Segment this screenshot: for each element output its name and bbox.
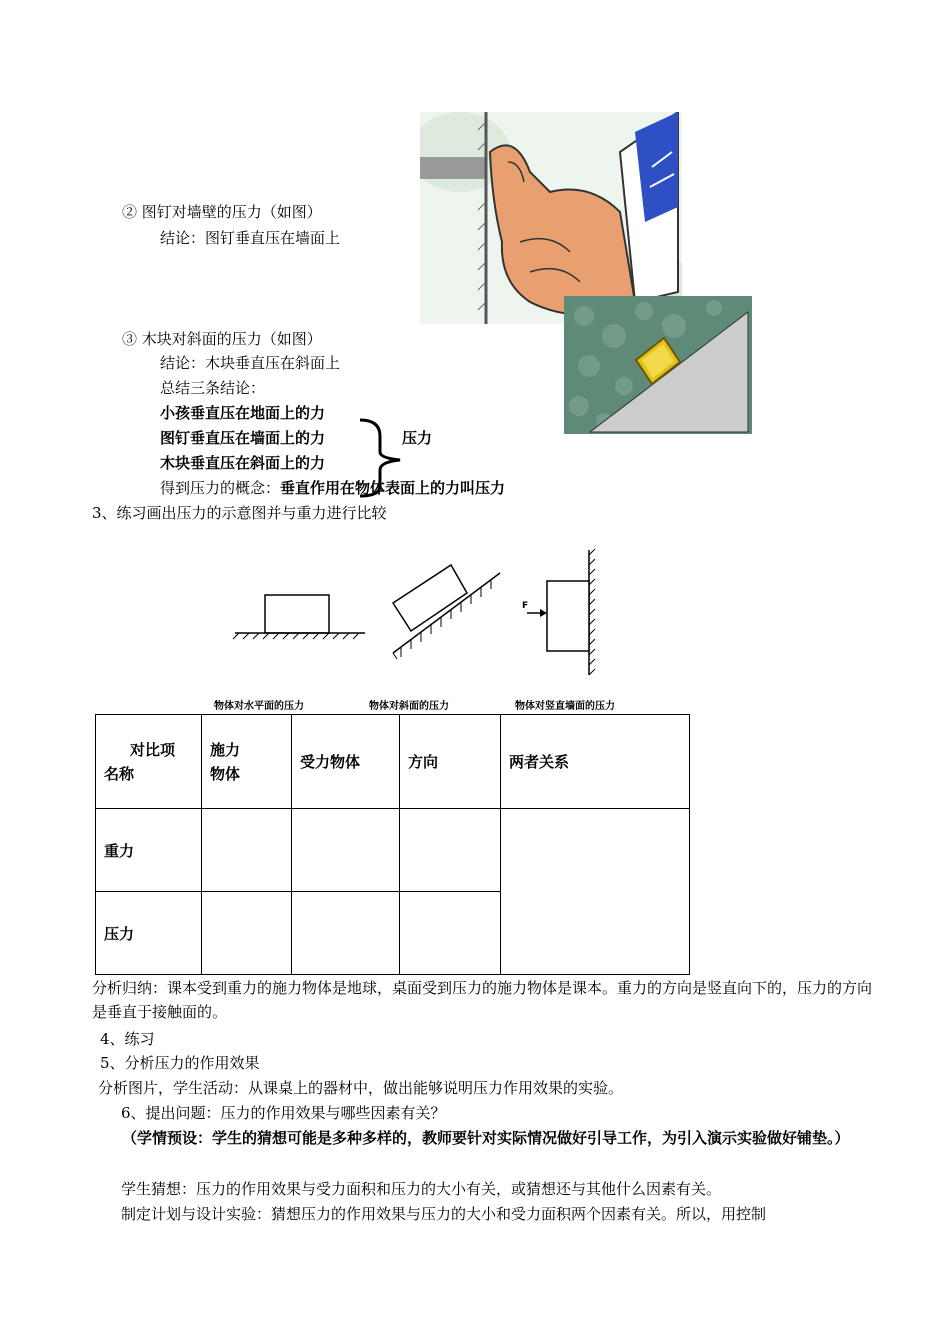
table-header-row: [96, 715, 690, 809]
item6: 6、提出问题：压力的作用效果与哪些因素有关？: [121, 1104, 446, 1122]
header-item-name: [96, 715, 202, 809]
header-direction: 方向: [400, 715, 501, 809]
comparison-table: [95, 714, 690, 975]
concept-prefix: 得到压力的概念：: [160, 479, 281, 497]
section3-conclusion: 结论：木块垂直压在斜面上: [160, 354, 341, 372]
force-diagrams: [225, 535, 645, 705]
header-applier: [202, 715, 292, 809]
section2-item: ② 图钉对墙壁的压力（如图）: [122, 203, 322, 221]
header-relation: 两者关系: [501, 715, 690, 809]
summary-line-3: 木块垂直压在斜面上的力: [160, 454, 326, 472]
table-cell: [292, 809, 400, 892]
brace-label: 压力: [402, 429, 433, 447]
caption-incline: 物体对斜面的压力: [369, 701, 449, 712]
preset-paragraph: （学情预设：学生的猜想可能是多种多样的，教师要针对实际情况做好引导工作，为引入演示实验做好铺垫。）: [122, 1129, 850, 1147]
table-row: [96, 809, 690, 892]
plan-paragraph: 制定计划与设计实验：猜想压力的作用效果与压力的大小和受力面积两个因素有关。所以，用控制: [121, 1205, 767, 1223]
concept-definition: 垂直作用在物体表面上的力叫压力: [280, 479, 506, 497]
caption-horizontal: 物体对水平面的压力: [214, 701, 304, 712]
table-cell: [292, 892, 400, 975]
table-cell-relation: [501, 809, 690, 975]
header-applier-line1: 施力: [210, 740, 241, 759]
section3-summary-title: 总结三条结论：: [160, 379, 266, 397]
item5-activity: 分析图片，学生活动：从课桌上的器材中，做出能够说明压力作用效果的实验。: [98, 1079, 624, 1097]
caption-wall: 物体对竖直墙面的压力: [515, 701, 615, 712]
row-label-gravity: 重力: [96, 809, 202, 892]
thumb-pin-illustration: [420, 112, 682, 324]
table-cell: [202, 809, 292, 892]
header-item-line1: 对比项: [130, 740, 176, 759]
header-applier-line2: 物体: [210, 764, 241, 783]
row-label-pressure: 压力: [96, 892, 202, 975]
summary-line-2: 图钉垂直压在墙面上的力: [160, 429, 326, 447]
table-cell: [202, 892, 292, 975]
section3-item: ③ 木块对斜面的压力（如图）: [122, 330, 322, 348]
concept-line: [160, 477, 505, 498]
block-on-slope-illustration: [564, 296, 752, 434]
item4: 4、练习: [100, 1030, 155, 1048]
analysis-paragraph: 分析归纳：课本受到重力的施力物体是地球，桌面受到压力的施力物体是课本。重力的方向是竖直向下的，压力的方向是垂直于接触面的。: [92, 979, 873, 1021]
header-receiver: 受力物体: [292, 715, 400, 809]
exercise3-heading: 3、练习画出压力的示意图并与重力进行比较: [92, 504, 387, 522]
table-cell: [400, 892, 501, 975]
force-label-f: F: [522, 601, 529, 611]
guess-paragraph: 学生猜想：压力的作用效果与受力面积和压力的大小有关，或猜想还与其他什么因素有关。: [121, 1180, 722, 1198]
section2-conclusion: 结论：图钉垂直压在墙面上: [160, 229, 341, 247]
summary-line-1: 小孩垂直压在地面上的力: [160, 404, 326, 422]
item5: 5、分析压力的作用效果: [100, 1054, 260, 1072]
table-cell: [400, 809, 501, 892]
header-item-line2: 名称: [104, 764, 135, 783]
